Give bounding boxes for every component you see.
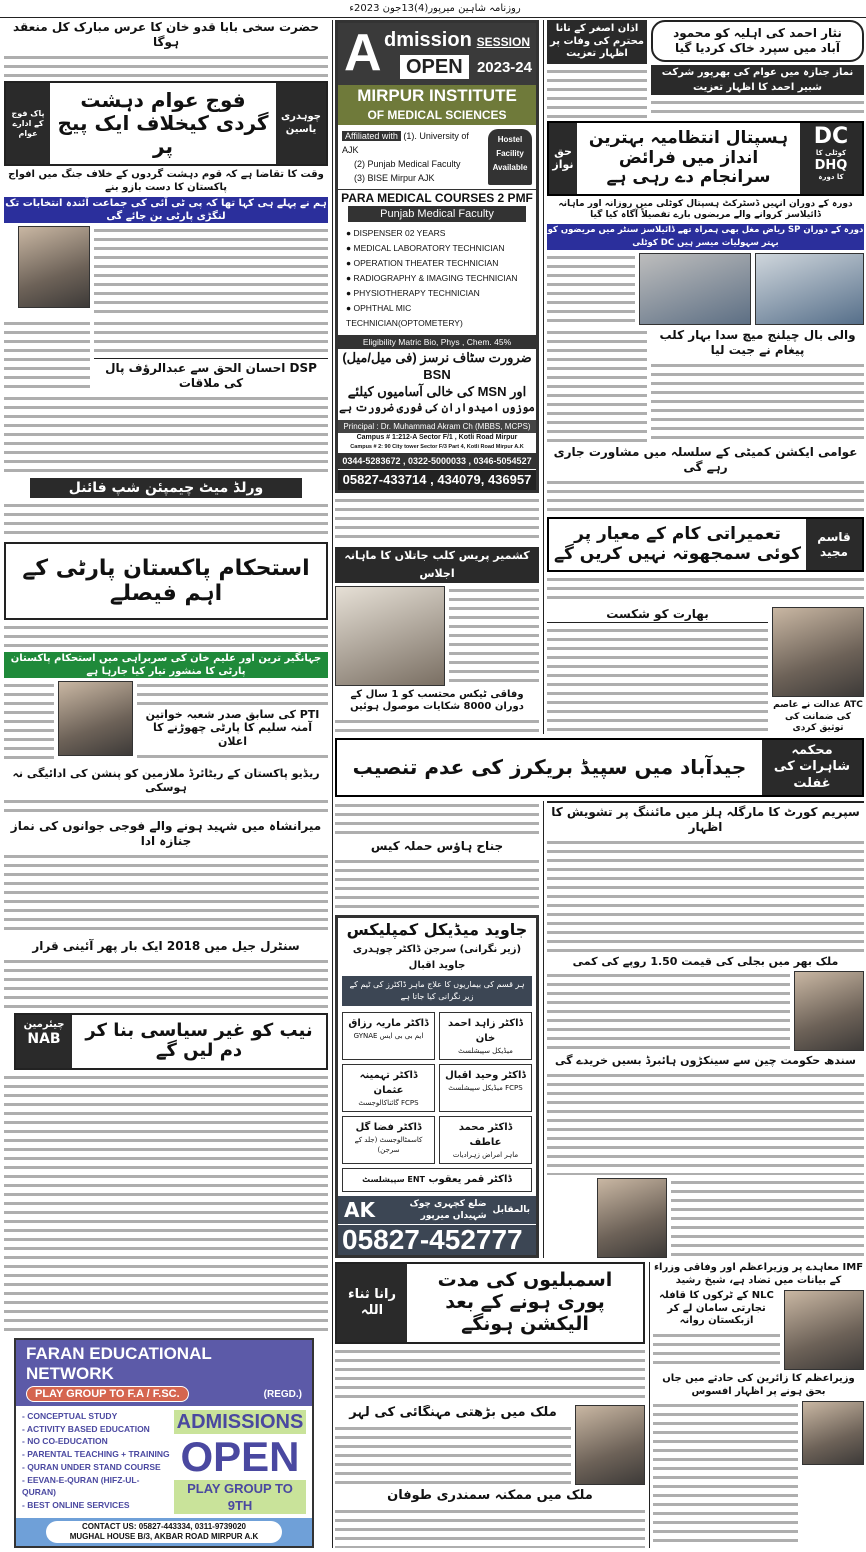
faran-address: MUGHAL HOUSE B/3, AKBAR ROAD MIRPUR A.K xyxy=(69,1532,259,1541)
javed-address-bar xyxy=(338,1196,536,1224)
ad-phones: 0344-5283672 , 0322-5000033 , 0346-5054527 xyxy=(338,453,536,469)
faran-contact: CONTACT US: 05827-443334, 0311-9739020 xyxy=(82,1522,246,1531)
side-label: رانا ثناء اللہ xyxy=(337,1264,407,1342)
haq-nawaz: حق نواز xyxy=(549,123,577,194)
headline-army: فوج عوام دہشت گردی کیخلاف ایک پیج پر xyxy=(57,88,269,159)
address-label: بالمقابل xyxy=(492,1205,530,1215)
dc-label: DC xyxy=(813,124,849,149)
article-body xyxy=(4,797,328,816)
doctor-name: ڈاکٹر تہمینہ عثمان xyxy=(359,1070,418,1096)
headline-jinnah: جناح ہاؤس حملہ کیس xyxy=(370,838,504,853)
headline-imf: IMF معاہدے پر وزیراعظم اور وفاقی وزراء کے بیانات میں تضاد ہے، شیخ رشید xyxy=(653,1262,864,1286)
photo-fazl xyxy=(802,1401,864,1465)
doctor-role: ماہر امراض زہرادیات xyxy=(452,1151,519,1159)
headline-construction: تعمیراتی کام کے معیار پر کوئی سمجھوتہ نہیں کریں گے xyxy=(554,524,801,564)
article-body xyxy=(651,98,864,118)
hostel-label: Available xyxy=(492,163,528,172)
side-label: محکمہ شاہرات کی غفلت xyxy=(762,740,862,795)
photo-hospital-ward xyxy=(755,253,864,325)
ad-phones: 05827-433714 , 434079, 436957 xyxy=(338,469,536,490)
masthead-rule xyxy=(0,17,866,18)
article-body xyxy=(547,67,647,119)
feature-item: - CONCEPTUAL STUDY xyxy=(22,1411,118,1421)
course-list xyxy=(338,222,536,335)
doctor-name: ڈاکٹر وحید اقبال xyxy=(445,1070,526,1081)
course-item: ● DISPENSER 02 YEARS xyxy=(346,226,528,241)
article-body xyxy=(335,801,539,836)
headline-speed: جیدآباد میں سپیڈ بریکرز کی عدم تنصیب xyxy=(352,754,747,779)
ad-para-medical: PARA MEDICAL COURSES 2 PMF xyxy=(338,189,536,206)
deck-dc: دورہ کے دوران انہیں ڈسٹرکٹ ہسپتال کوٹلی میں روزانہ اور ماہانہ ڈائیلاسز کروانے والے مریضوں بارے تفصیلاً آگاہ کیا گیا xyxy=(558,198,853,220)
headline-construction-box xyxy=(547,517,864,572)
doctor-card xyxy=(342,1116,435,1164)
feature-item: - NO CO-EDUCATION xyxy=(22,1436,108,1447)
ad-institute: MIRPUR INSTITUTE xyxy=(338,85,536,107)
ad-urdu-line: ضرورت سٹاف نرسز (فی میل/میل) BSN xyxy=(342,350,532,382)
side-label: پاک فوج کے ادارے عوام xyxy=(6,83,50,164)
headline-nisar-box xyxy=(651,20,864,62)
right-column xyxy=(543,20,864,734)
photo-sheikh-rashid xyxy=(784,1290,864,1370)
faran-features xyxy=(22,1410,170,1514)
javed-title: جاوید میڈیکل کمپلیکس xyxy=(346,920,528,939)
band-ipp: جہانگیر ترین اور علیم خان کی سربراہی میں استحکام پاکستان پارٹی کا منشور تیار کیا جارہا ہے xyxy=(4,652,328,678)
doctor-role: میڈیکل سپیشلسٹ xyxy=(458,1047,513,1055)
headline-army-box xyxy=(4,81,328,166)
headline-atc: ATC عدالت نے عاصم کی ضمانت کی توثیق کردی xyxy=(773,700,863,733)
javed-strip: ہر قسم کی بیماریوں کا علاج ماہر ڈاکٹرز کی ٹیم کے زیر نگرانی کیا جاتا ہے xyxy=(342,976,532,1006)
feature-item: - ACTIVITY BASED EDUCATION xyxy=(22,1423,150,1434)
side-label: چوہدری یاسین xyxy=(276,83,326,164)
headline-storm: ملک میں ممکنہ سمندری طوفان xyxy=(387,1487,593,1503)
article-body xyxy=(335,1507,645,1548)
article-body xyxy=(547,1071,864,1175)
headline-dsp: DSP احسان الحق سے عبدالرؤف پال کی ملاقات xyxy=(94,358,328,391)
faran-regd: (REGD.) xyxy=(263,1388,302,1400)
hostel-label: Hostel xyxy=(497,135,523,144)
deck-nisar: نماز جنازہ میں عوام کی بھرپور شرکت شبیر احمد کا اظہار تعزیت xyxy=(651,65,864,95)
photo-meeting xyxy=(335,586,445,686)
faran-range: PLAY GROUP TO F.A / F.SC. xyxy=(26,1386,189,1402)
article-body xyxy=(4,957,328,1009)
course-item: ● RADIOGRAPHY & IMAGING TECHNICIAN xyxy=(346,271,528,286)
headline-urs: حضرت سخی بابا قدو خان کا عرس مبارک کل منعقد ہوگا xyxy=(13,20,319,49)
feature-item: - QURAN UNDER STAND COURSE xyxy=(22,1461,161,1472)
article-body xyxy=(547,971,790,1051)
ad-affiliation: (1). University of AJK xyxy=(342,131,469,155)
main-area xyxy=(332,20,864,1548)
doctor-name: ڈاکٹر زاہد احمد خان xyxy=(448,1018,523,1044)
photo-leader xyxy=(58,681,133,756)
ad-eligibility: Eligibility Matric Bio, Phys , Chem. 45% xyxy=(338,335,536,349)
article-body xyxy=(4,53,328,78)
article-body xyxy=(4,623,328,648)
doctor-role: ایم بی بی ایس GYNAE xyxy=(353,1032,424,1040)
article-body xyxy=(651,361,864,441)
doctor-card xyxy=(439,1012,532,1060)
article-body xyxy=(4,319,90,391)
faran-ad xyxy=(14,1338,314,1548)
headline-action: عوامی ایکشن کمیٹی کے سلسلہ میں مشاورت جاری رہے گی xyxy=(553,444,858,474)
ad-affiliation: (2) Punjab Medical Faculty xyxy=(354,159,461,169)
article-body xyxy=(94,319,328,355)
photo-minister xyxy=(575,1405,645,1485)
hostel-label: Facility xyxy=(496,149,524,158)
doctor-card xyxy=(342,1168,532,1192)
article-body xyxy=(4,1073,328,1335)
article-body xyxy=(449,586,539,686)
headline-assembly: اسمبلیوں کی مدت پوری ہونے کے بعد الیکشن ہونگے xyxy=(437,1269,613,1335)
course-item: ● MEDICAL LABORATORY TECHNICIAN xyxy=(346,241,528,256)
article-body xyxy=(335,1347,645,1402)
ad-session: SESSION xyxy=(476,35,530,49)
ad-affiliation: (3) BISE Mirpur AJK xyxy=(354,173,435,183)
article-body xyxy=(137,752,328,764)
faran-play: PLAY GROUP TO 9TH xyxy=(174,1480,306,1514)
headline-world: ورلڈ میٹ چیمپئن شپ فائنل xyxy=(30,478,302,498)
article-body xyxy=(335,857,539,912)
headline-speed-box xyxy=(335,738,864,797)
doctor-name: ڈاکٹر قمر یعقوب xyxy=(428,1174,512,1185)
headline-fazl: وزیراعظم کا زائرین کی حادثے میں جاں بحق ہونے پر اظہار افسوس xyxy=(662,1373,855,1397)
doctor-role: FCPS گائناکالوجسٹ xyxy=(358,1099,419,1107)
dhq-side: کا دورہ xyxy=(818,173,844,181)
photo-hospital-visit xyxy=(639,253,751,325)
headline-nisar: نثار احمد کی اہلیہ کو محمود آباد میں سپرد خاک کردیا گیا xyxy=(673,26,842,55)
headline-tax: وفاقی ٹیکس محتسب کو 1 سال کے دوران 8000 شکایات موصول ہوئیں xyxy=(350,688,524,713)
article-body xyxy=(671,1178,864,1258)
address: ضلع کچہری چوک شہیداں میرپور xyxy=(409,1199,487,1221)
feature-item: - BEST ONLINE SERVICES xyxy=(22,1499,130,1510)
dhq-label: DHQ xyxy=(814,158,848,173)
ad-campus: Campus # 1:212-A Sector F/1 , Kotli Road Mirpur xyxy=(356,434,518,441)
headline-volley: والی بال چیلنج میچ سدا بہار کلب پیغام نے جیت لیا xyxy=(659,328,856,358)
faran-name: FARAN EDUCATIONAL NETWORK xyxy=(26,1344,212,1383)
headline-azan: اذان اصغر کے نانا محترم کی وفات پر اظہار تعزیت xyxy=(547,20,647,64)
ad-institute-sub: OF MEDICAL SCIENCES xyxy=(338,107,536,125)
band-dc: دورہ کے دوران SP ریاض مغل بھی ہمراہ تھے ڈائیلاسز سنٹر میں مریضوں کو بہتر سہولیات میسر ہیں DC کوٹلی xyxy=(547,225,864,249)
headline-nab-box xyxy=(14,1013,328,1070)
masthead: روزنامہ شاہین میرپور(4)13جون 2023ء xyxy=(349,3,521,14)
ad-a-letter: A xyxy=(344,24,382,82)
ad-urdu-line: موزوں امیدواران کی فوری ضرورت ہے xyxy=(339,402,535,414)
article-body xyxy=(547,478,864,514)
headline-ipp-box xyxy=(4,542,328,621)
ak-mark: AK xyxy=(344,1198,375,1222)
ad-urdu-line: اور MSN کی خالی آسامیوں کیلئے xyxy=(347,384,527,399)
ad-admission: dmission xyxy=(384,29,472,51)
ad-open: OPEN xyxy=(400,55,469,79)
headline-kashmir: کشمیر پریس کلب جاتلاں کا ماہانہ اجلاس xyxy=(335,547,539,583)
headline-nlc: NLC کے ٹرکوں کا قافلہ تجارتی سامان لے کر ازبکستان روانہ xyxy=(659,1290,774,1326)
middle-column xyxy=(335,20,539,734)
article-body xyxy=(4,852,328,936)
doctor-card xyxy=(439,1064,532,1112)
nab-badge xyxy=(16,1015,72,1068)
doctor-name: ڈاکٹر ماریہ رزاق xyxy=(348,1018,429,1029)
doctor-card xyxy=(342,1012,435,1060)
deck-army: وقت کا تقاضا ہے کہ قوم دہشت گردوں کے خلاف جنگ میں افواج پاکستان کا دست بازو بنے xyxy=(8,169,324,193)
article-body xyxy=(335,717,539,734)
article-body xyxy=(547,253,635,325)
faran-open: OPEN xyxy=(180,1433,300,1480)
ad-faculty: Punjab Medical Faculty xyxy=(348,206,526,222)
doctor-name: ڈاکٹر محمد عاطف xyxy=(458,1122,513,1148)
course-item: ● PHYSIOTHERAPY TECHNICIAN xyxy=(346,286,528,301)
band-pti: ہم نے پہلے ہی کہا تھا کہ پی ٹی آئی کی جماعت آئندہ انتخابات تک لنگڑی پارٹی بن جائے گی xyxy=(5,198,327,223)
article-body xyxy=(335,496,539,544)
headline-hospital: ہسپتال انتظامیہ بہترین انداز میں فرائض سرانجام دے رہی ہے xyxy=(588,128,789,188)
headline-miranshah: میرانشاہ میں شہید ہونے والے فوجی جوانوں کی نماز جنازہ ادا xyxy=(10,818,322,848)
article-body xyxy=(547,838,864,952)
admission-ad xyxy=(335,20,539,493)
article-body xyxy=(653,1401,798,1548)
headline-sindh: سنٹرل جیل میں 2018 ایک بار پھر آئینی قرار xyxy=(32,939,300,954)
article-body xyxy=(547,626,768,734)
headline-ipp: استحکام پاکستان پارٹی کے اہم فیصلے xyxy=(22,555,310,606)
javed-phone: 05827-452777 xyxy=(338,1224,536,1255)
doctor-card xyxy=(439,1116,532,1164)
photo-politician xyxy=(18,226,90,308)
feature-item: - PARENTAL TEACHING + TRAINING xyxy=(22,1449,170,1460)
article-body xyxy=(335,1424,571,1485)
headline-electricity: ملک بھر میں بجلی کی قیمت 1.50 روپے کی کمی xyxy=(572,954,839,968)
article-body xyxy=(4,681,54,764)
doctor-role: ENT سپیشلسٹ xyxy=(362,1175,425,1184)
photo-shahid-khaqan xyxy=(597,1178,667,1258)
course-item: ● OPHTHAL MIC TECHNICIAN(OPTOMETERY) xyxy=(346,301,528,331)
ad-year: 2023-24 xyxy=(476,59,532,76)
nab-logo: NAB xyxy=(27,1030,61,1047)
left-column xyxy=(4,20,328,1548)
article-body xyxy=(547,575,864,604)
headline-sindh-bus: سندھ حکومت چین سے سینکڑوں ہائبرڈ بسیں خریدے گی xyxy=(554,1054,856,1068)
doctor-card xyxy=(342,1064,435,1112)
nab-side: چیئرمین xyxy=(23,1018,65,1030)
headline-assembly-box xyxy=(335,1262,645,1344)
headline-india: بھارت کو شکست xyxy=(547,607,768,623)
article-body xyxy=(547,328,647,441)
faran-admissions: ADMISSIONS xyxy=(174,1410,306,1434)
headline-radio: ریڈیو پاکستان کے ریٹائرڈ ملازمین کو پنشن کی ادائیگی نہ ہوسکی xyxy=(12,766,320,794)
article-body xyxy=(4,501,328,539)
article-body xyxy=(4,394,328,474)
javed-medical-ad xyxy=(335,915,539,1258)
feature-item: - EEVAN-E-QURAN (HIFZ-UL-QURAN) xyxy=(22,1474,140,1498)
headline-inflation: ملک میں بڑھتی مہنگائی کی لہر xyxy=(349,1404,557,1420)
article-body xyxy=(653,1331,780,1371)
photo-official xyxy=(772,607,864,697)
headline-dc-box xyxy=(547,121,864,196)
ad-campus: Campus # 2: 90 City tower Sector F/3 Part 4, Kotli Road Mirpur A.K xyxy=(350,444,524,450)
doctor-name: ڈاکٹر فضا گل xyxy=(355,1122,422,1133)
headline-supreme: سپریم کورٹ کا مارگلہ ہلز میں مائننگ پر تشویش کا اظہار xyxy=(547,801,864,835)
headline-pti-women: PTI کی سابق صدر شعبہ خواتین آمنہ سلیم کا پارٹی چھوڑنے کا اعلان xyxy=(145,707,320,749)
photo-minister xyxy=(794,971,864,1051)
dc-side: کوٹلی کا xyxy=(815,149,847,157)
headline-nab: نیب کو غیر سیاسی بنا کر دم لیں گے xyxy=(85,1019,313,1062)
dc-badge xyxy=(800,123,862,194)
doctor-role: FCPS میڈیکل سپیشلسٹ xyxy=(448,1084,523,1092)
hostel-badge xyxy=(488,129,532,185)
side-label: قاسم مجید xyxy=(806,519,862,570)
article-body xyxy=(137,681,328,705)
doctor-role: کاسمٹالوجسٹ (جلد کے سرجن) xyxy=(354,1136,423,1154)
course-item: ● OPERATION THEATER TECHNICIAN xyxy=(346,256,528,271)
article-body xyxy=(94,226,328,316)
ad-affiliated-label: Affiliated with xyxy=(342,131,401,141)
javed-surgeon: (زیر نگرانی) سرجن ڈاکٹر چوہدری جاوید اقبال xyxy=(352,944,522,971)
ad-principal: Principal : Dr. Muhammad Akram Ch (MBBS, MCPS) xyxy=(338,420,536,433)
